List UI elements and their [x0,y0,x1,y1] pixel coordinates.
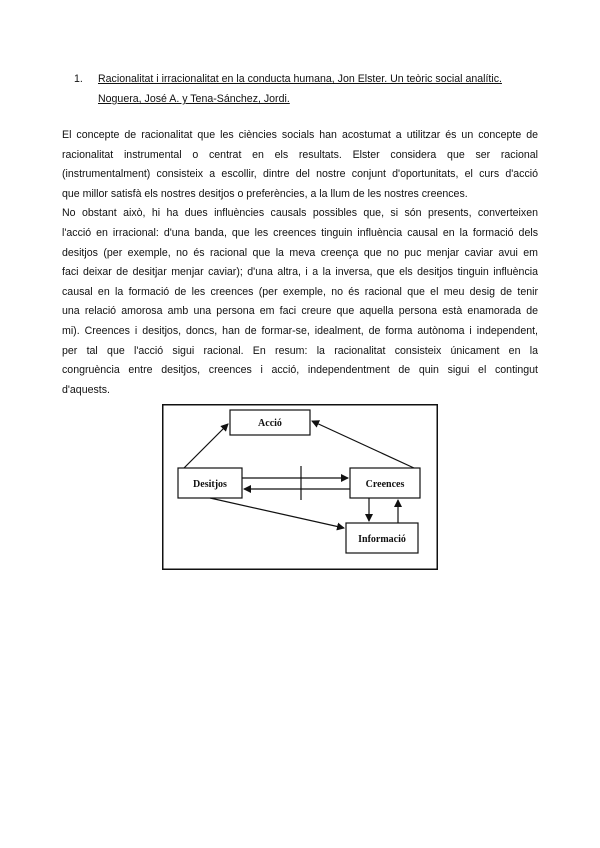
text-line: (instrumentalment) consisteix a escollir, dintre del nostre conjunt d'oportunitats, el curs d'acció [62,168,538,181]
text-line: desitjos (per exemple, no és racional que la meva creença que no puc menjar caviar avui em [62,246,538,259]
text-line: racionalitat instrumental o centrat en els resultats. Elster considera que ser racional [62,148,538,161]
node-accio-label: Acció [258,418,282,429]
list-number: 1. [74,73,83,85]
text-line: El concepte de racionalitat que les ciències socials han acostumat a utilitzar és un concepte de [62,129,538,141]
reference-citation[interactable] [98,69,544,109]
node-desitjos-label: Desitjos [193,479,227,490]
paragraph-1 [62,126,538,204]
text-line: congruència entre desitjos, creences i acció, independentment de quin sigui el contingut [62,364,538,377]
citation-line: Noguera, José A. y Tena-Sánchez, Jordi. [98,93,290,105]
citation-line: Racionalitat i irracionalitat en la conducta humana, Jon Elster. Un teòric social analític. [98,73,502,85]
text-line: causal en la formació de les creences (per exemple, no és racional que el meu desig de tenir [62,285,538,298]
text-line: una relació amorosa amb una persona em faci creure que aquella persona està enamorada de [62,305,538,318]
node-creences-label: Creences [365,479,405,490]
text-line: faci deixar de desitjar menjar caviar); d'una altra, i a la inversa, que els desitjos tinguin influència [62,266,538,279]
text-line: No obstant això, hi ha dues influències causals possibles que, si són presents, converteixen [62,207,538,220]
node-informacio-label: Informació [358,534,406,545]
rationality-diagram [162,404,438,570]
text-line: mi). Creences i desitjos, doncs, han de formar-se, idealment, de forma autònoma i independent, [62,324,538,337]
text-line: que millor satisfà els nostres desitjos o preferències, a la llum de les nostres creences. [62,187,468,200]
text-line: l'acció en irracional: d'una banda, que les creences tinguin influència causal en la formació dels [62,226,538,239]
text-line: d'aquests. [62,383,110,396]
paragraph-2 [62,204,538,400]
body-text [62,126,538,400]
text-line: per tal que l'acció sigui racional. En resum: la racionalitat consisteix únicament en la [62,344,538,357]
